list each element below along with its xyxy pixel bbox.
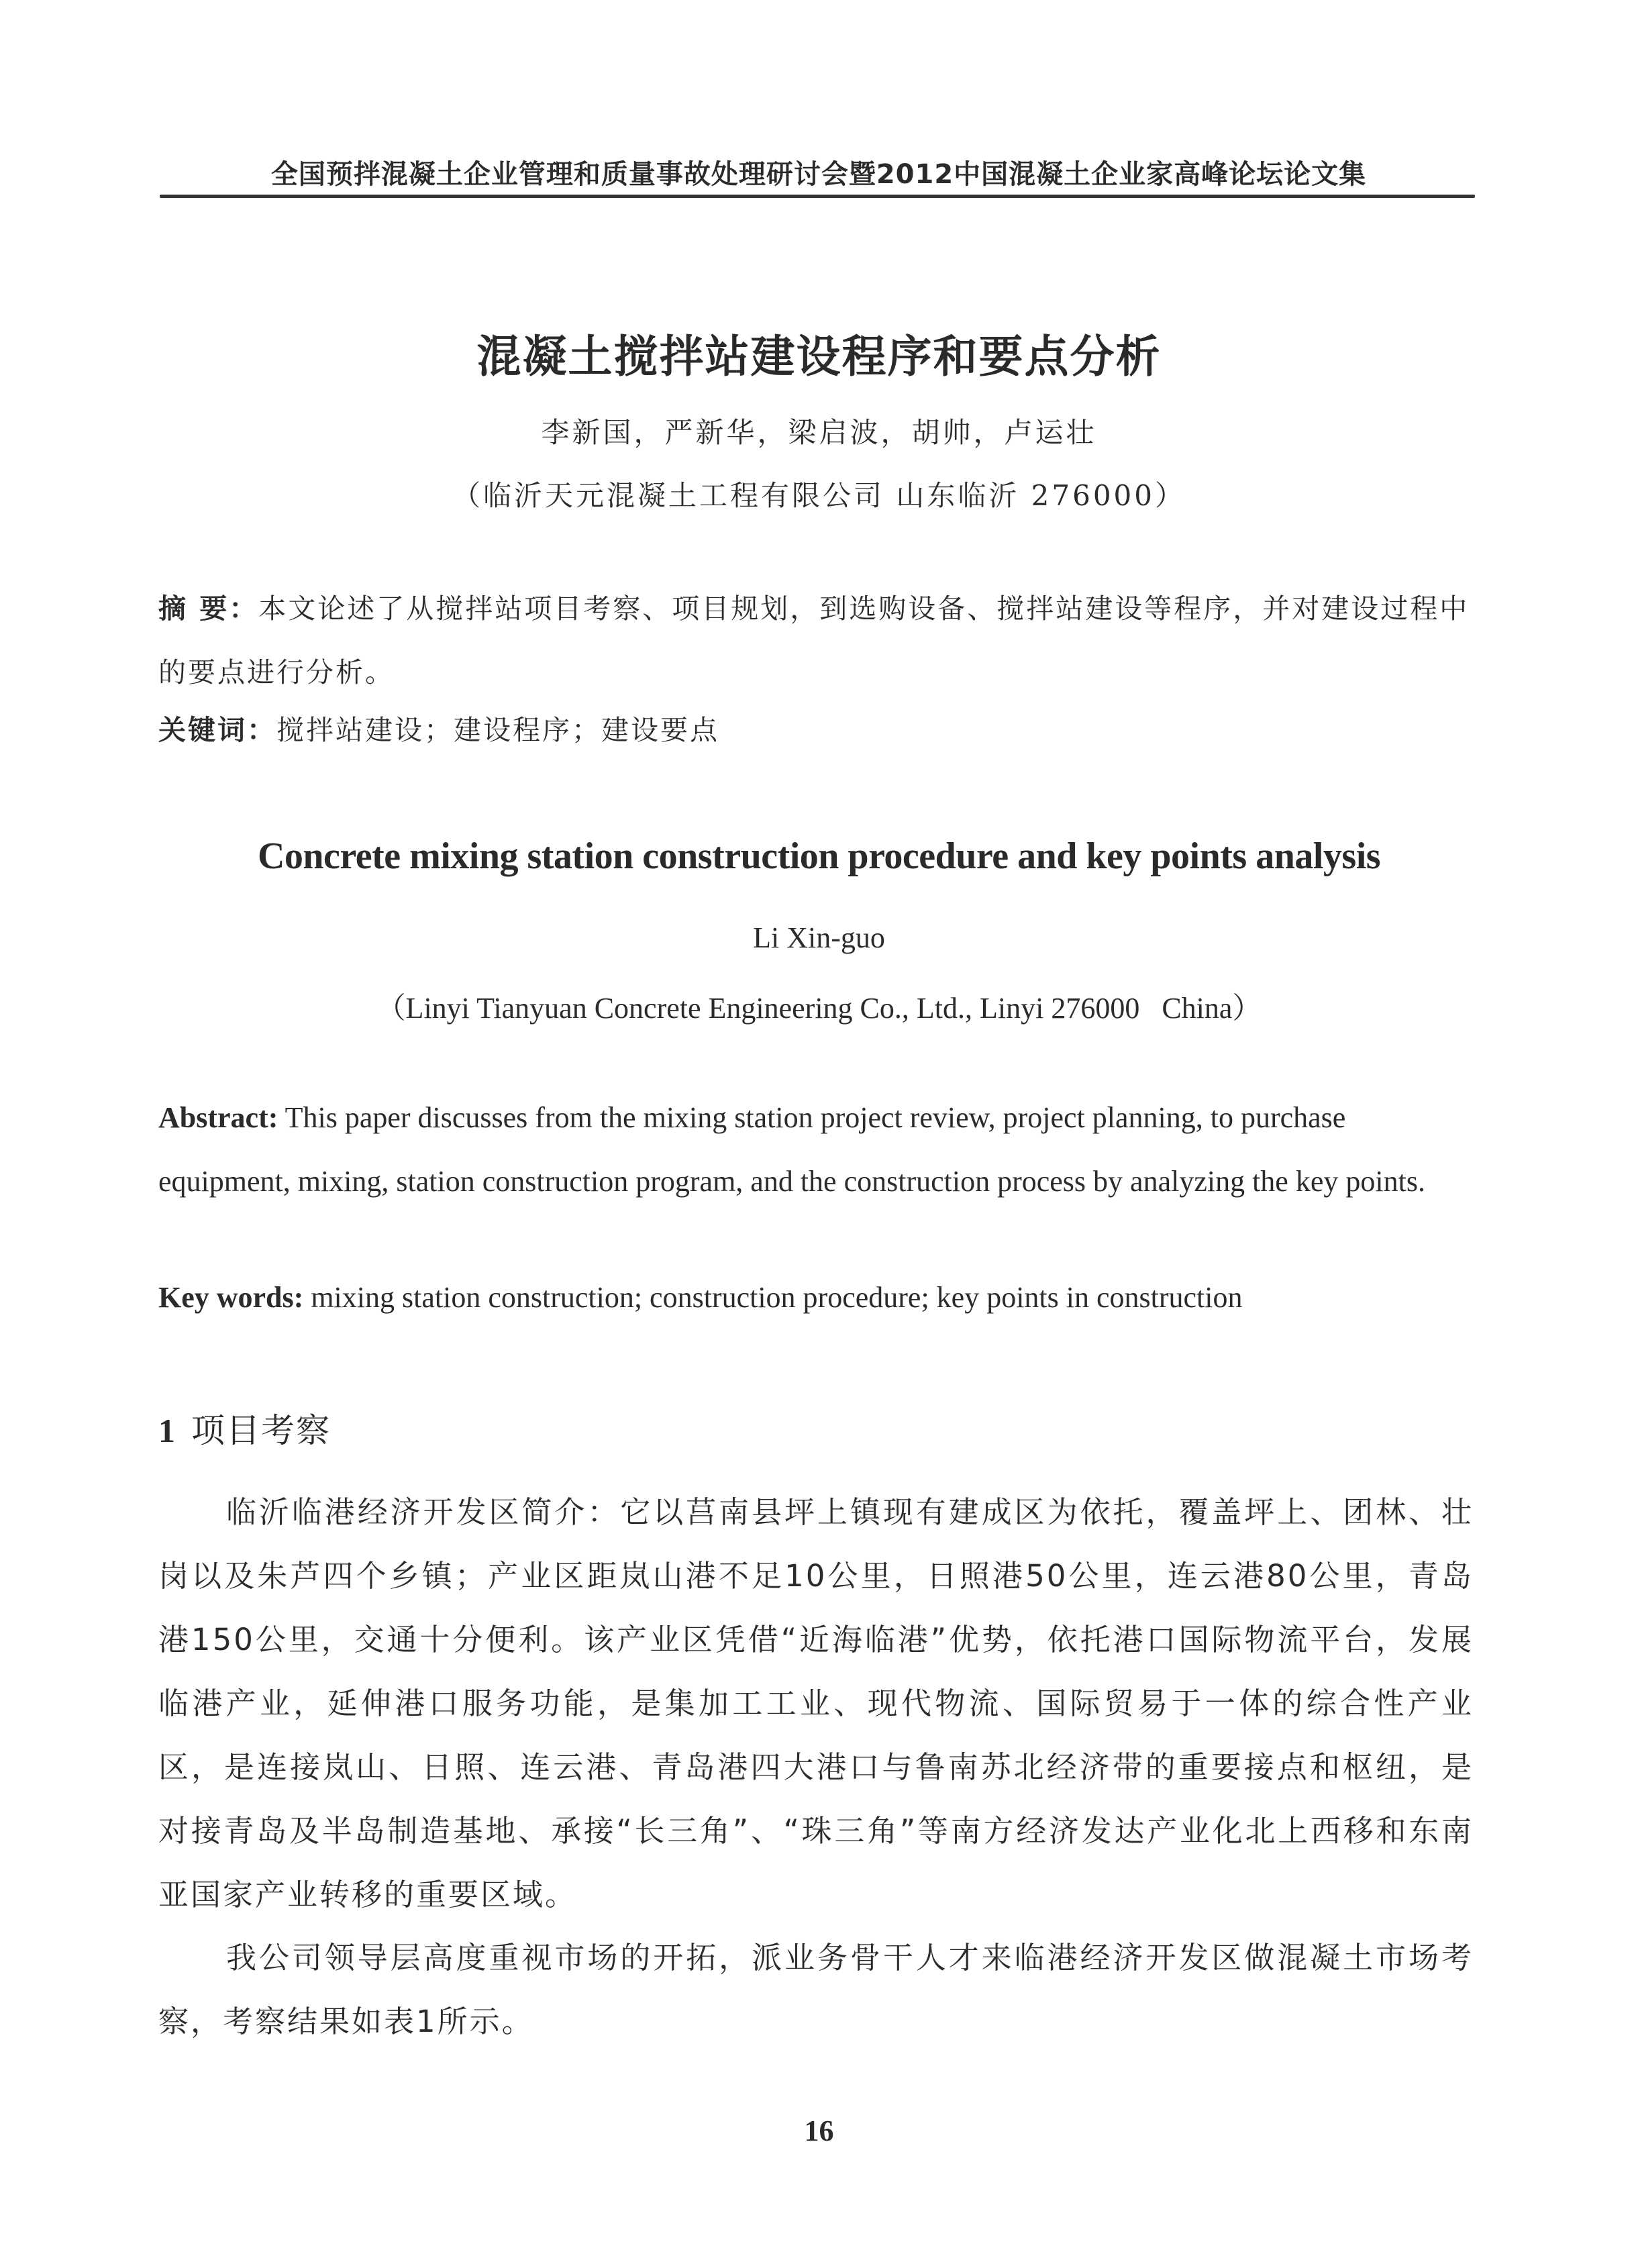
- paragraph-text: 我公司领导层高度重视市场的开拓，派业务骨干人才来临港经济开发区做混凝土市场考察，考察结果如表1所示。: [158, 1940, 1474, 2039]
- keywords-en-text: mixing station construction; construction procedure; key points in construction: [303, 1281, 1243, 1314]
- abstract-cn-text: 本文论述了从搅拌站项目考察、项目规划，到选购设备、搅拌站建设等程序，并对建设过程中的要点进行分析。: [158, 592, 1470, 688]
- keywords-cn-label: 关键词：: [158, 714, 276, 746]
- affiliation-en: （Linyi Tianyuan Concrete Engineering Co., Ltd., Linyi 276000 China）: [376, 992, 1262, 1025]
- abstract-en-label: Abstract:: [158, 1101, 278, 1134]
- paper-title-en: Concrete mixing station construction procedure and key points analysis: [257, 835, 1381, 877]
- page-number: 16: [804, 2114, 834, 2147]
- section-heading: [158, 1404, 331, 1452]
- section-title: 项目考察: [191, 1411, 331, 1450]
- keywords-cn-text: 搅拌站建设；建设程序；建设要点: [276, 714, 719, 746]
- affiliation-cn: （临沂天元混凝土工程有限公司 山东临沂 276000）: [452, 479, 1186, 512]
- authors-cn: 李新国，严新华，梁启波，胡帅，卢运壮: [541, 416, 1097, 449]
- author-en: Li Xin-guo: [753, 921, 885, 954]
- keywords-en-label: Key words:: [158, 1281, 304, 1314]
- abstract-cn: [158, 577, 1474, 705]
- paragraph-text: 临沂临港经济开发区简介：它以莒南县坪上镇现有建成区为依托，覆盖坪上、团林、壮岗以及朱芦四个乡镇；产业区距岚山港不足10公里，日照港50公里，连云港80公里，青岛港150公里，交通十分便利。该产业区凭借“近海临港”优势，依托港口国际物流平台，发展临港产业，延伸港口服务功能，是集加工工业、现代物流、国际贸易于一体的综合性产业区，是连接岚山、日照、连云港、青岛港四大港口与鲁南苏北经济带的重要接点和枢纽，是对接青岛及半岛制造基地、承接“长三角”、“珠三角”等南方经济发达产业化北上西移和东南亚国家产业转移的重要区域。: [158, 1494, 1474, 1912]
- abstract-en: [158, 1086, 1433, 1213]
- keywords-en: [158, 1280, 1474, 1315]
- header-rule: [160, 195, 1475, 198]
- paper-title-cn: 混凝土搅拌站建设程序和要点分析: [476, 331, 1162, 382]
- body-paragraph: [158, 1480, 1474, 1926]
- abstract-en-text: This paper discusses from the mixing station project review, project planning, to purchase equipment, mixing, station construction program, and the construction process by analyzing the key points.: [158, 1101, 1425, 1198]
- abstract-cn-label: 摘 要：: [158, 592, 259, 625]
- keywords-cn: [158, 708, 1474, 748]
- section-number: 1: [158, 1412, 176, 1449]
- body-paragraph: [158, 1926, 1474, 2053]
- running-head: 全国预拌混凝土企业管理和质量事故处理研讨会暨2012中国混凝土企业家高峰论坛论文集: [270, 159, 1367, 190]
